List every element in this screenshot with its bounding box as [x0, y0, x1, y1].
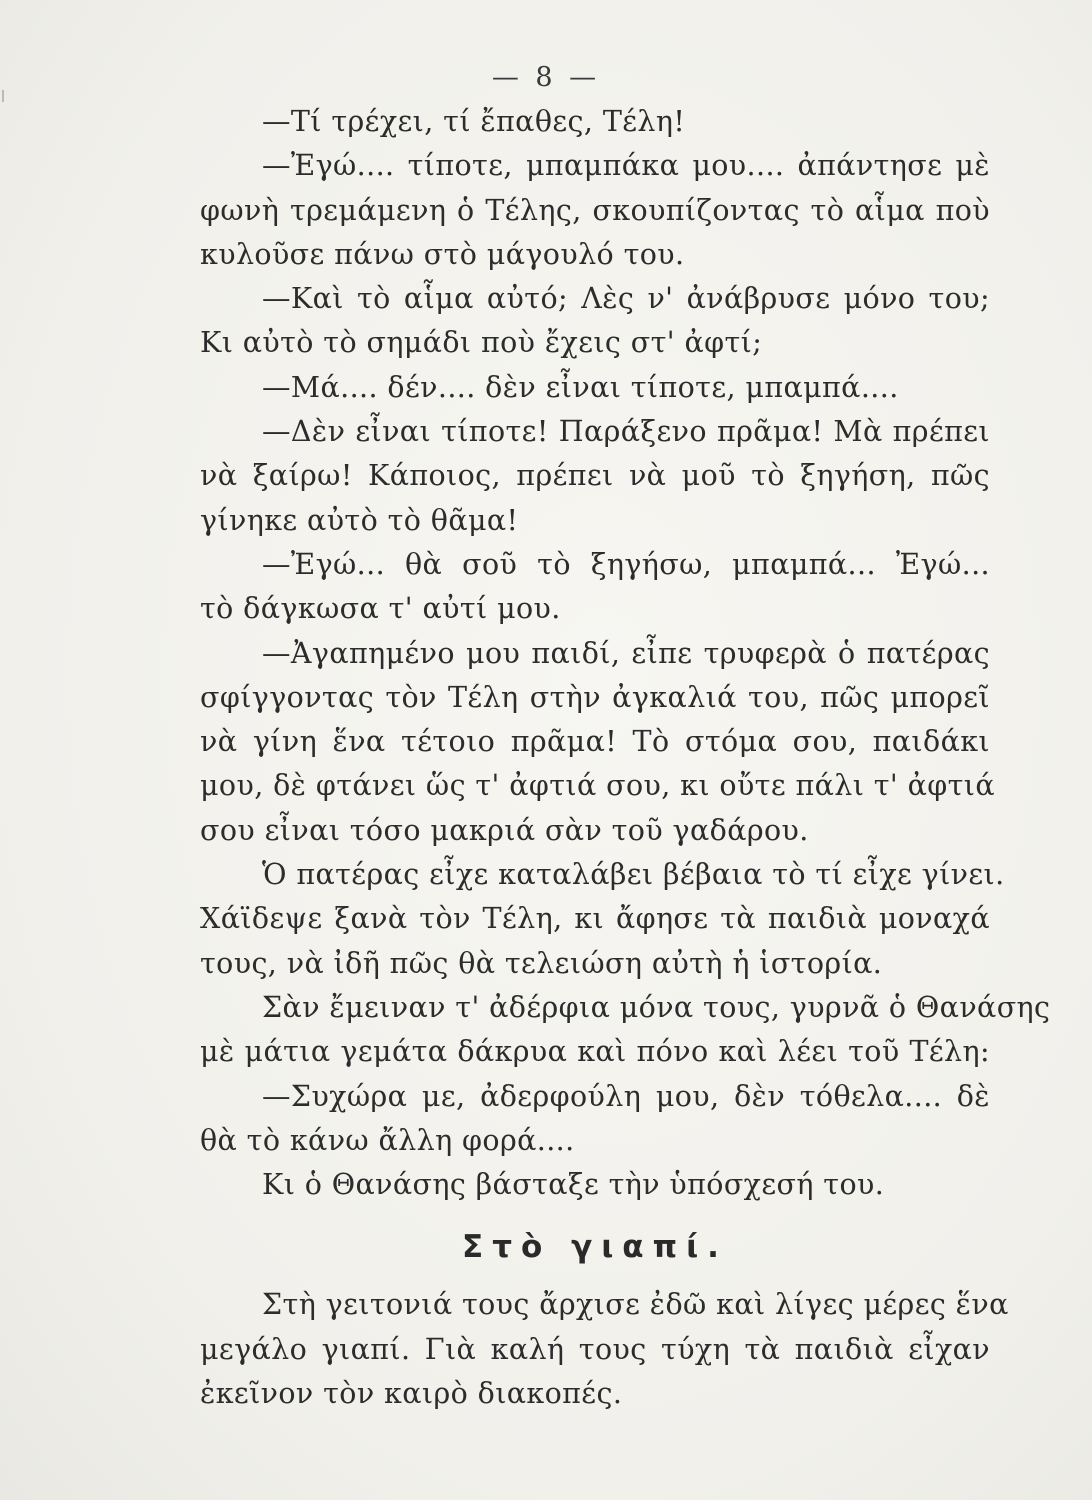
- text-line: —Τί τρέχει, τί ἔπαθες, Τέλη!: [262, 105, 686, 138]
- text-line: —Δὲν εἶναι τίποτε! Παράξενο πρᾶμα! Μὰ πρέπει: [262, 415, 990, 449]
- text-line: ἐκεῖνον τὸν καιρὸ διακοπές.: [200, 1377, 623, 1411]
- text-line: μὲ μάτια γεμάτα δάκρυα καὶ πόνο καὶ λέει τοῦ Τέλη:: [200, 1035, 990, 1069]
- text-line: —Καὶ τὸ αἷμα αὐτό; Λὲς ν' ἀνάβρυσε μόνο του;: [262, 282, 990, 316]
- text-line: —Ἐγώ... θὰ σοῦ τὸ ξηγήσω, μπαμπά... Ἐγώ...: [262, 547, 990, 581]
- text-line: —Συχώρα με, ἀδερφούλη μου, δὲν τόθελα.... δὲ: [262, 1079, 990, 1113]
- text-line: Χάϊδεψε ξανὰ τὸν Τέλη, κι ἄφησε τὰ παιδιὰ μοναχά: [200, 902, 990, 936]
- text-line: τους, νὰ ἰδῆ πῶς θὰ τελειώση αὐτὴ ἡ ἱστορία.: [200, 946, 883, 980]
- text-line: φωνὴ τρεμάμενη ὁ Τέλης, σκουπίζοντας τὸ αἷμα ποὺ: [200, 193, 990, 227]
- text-line: σου εἶναι τόσο μακριά σὰν τοῦ γαδάρου.: [200, 813, 809, 847]
- text-line: Ὁ πατέρας εἶχε καταλάβει βέβαια τὸ τί εἶχε γίνει.: [262, 858, 1005, 892]
- text-line: μεγάλο γιαπί. Γιὰ καλή τους τύχη τὰ παιδιὰ εἶχαν: [200, 1332, 990, 1366]
- text-line: Στὴ γειτονιά τους ἄρχισε ἐδῶ καὶ λίγες μέρες ἕνα: [262, 1288, 1009, 1322]
- text-line: σφίγγοντας τὸν Τέλη στὴν ἀγκαλιά του, πῶς μπορεῖ: [200, 680, 990, 714]
- text-line: —Μά.... δέν.... δὲν εἶναι τίποτε, μπαμπά....: [262, 370, 899, 404]
- text-line: Κι ὁ Θανάσης βάσταξε τὴν ὑπόσχεσή του.: [262, 1168, 885, 1202]
- text-line: μου, δὲ φτάνει ὥς τ' ἀφτιά σου, κι οὔτε πάλι τ' ἀφτιά: [200, 769, 995, 803]
- text-line: —Ἀγαπημένο μου παιδί, εἶπε τρυφερὰ ὁ πατέρας: [262, 636, 990, 670]
- text-line: Σὰν ἔμειναν τ' ἀδέρφια μόνα τους, γυρνᾶ ὁ Θανάσης: [262, 990, 1051, 1024]
- text-line: —Ἐγώ.... τίποτε, μπαμπάκα μου.... ἀπάντησε μὲ: [262, 149, 990, 183]
- text-line: νὰ ξαίρω! Κάποιος, πρέπει νὰ μοῦ τὸ ξηγήση, πῶς: [200, 459, 990, 493]
- text-line: Κι αὐτὸ τὸ σημάδι ποὺ ἔχεις στ' ἀφτί;: [200, 326, 763, 360]
- body-text: [200, 100, 1051, 1416]
- text-line: νὰ γίνη ἕνα τέτοιο πρᾶμα! Τὸ στόμα σου, παιδάκι: [200, 725, 990, 759]
- text-line: γίνηκε αὐτὸ τὸ θᾶμα!: [200, 503, 519, 537]
- text-line: τὸ δάγκωσα τ' αὐτί μου.: [200, 592, 561, 626]
- page-number: — 8 —: [491, 62, 601, 93]
- text-line: θὰ τὸ κάνω ἄλλη φορά....: [200, 1123, 575, 1157]
- section-heading: Στὸ γιαπί.: [462, 1229, 728, 1266]
- text-line: κυλοῦσε πάνω στὸ μάγουλό του.: [200, 237, 685, 271]
